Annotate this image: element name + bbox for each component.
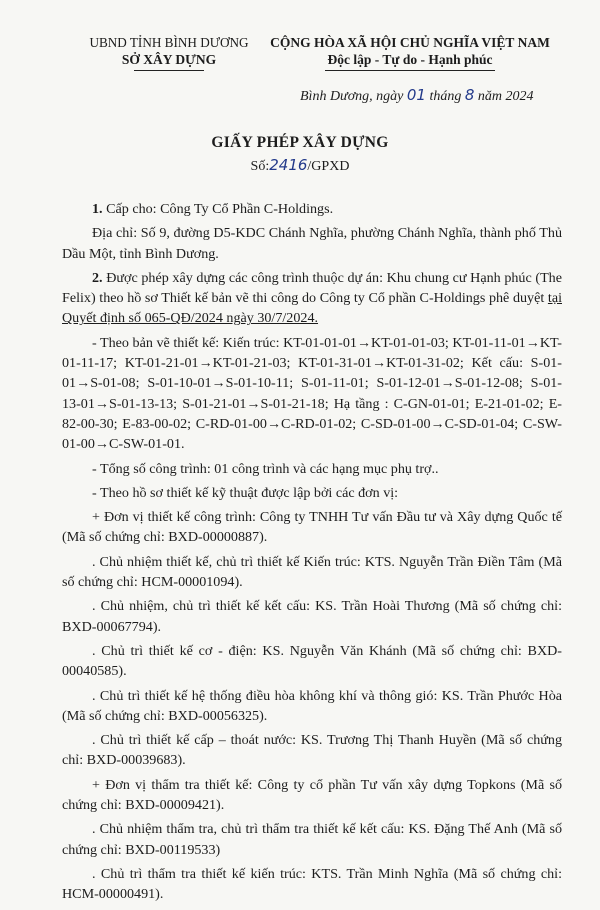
document-body — [62, 199, 562, 909]
paragraph-address: Địa chỉ: Số 9, đường D5-KDC Chánh Nghĩa, phường Chánh Nghĩa, thành phố Thủ Dầu Một, tỉnh Bình Dương. — [62, 225, 562, 262]
nation-name: CỘNG HÒA XÃ HỘI CHỦ NGHĨA VIỆT NAM — [270, 35, 550, 50]
date-year: năm 2024 — [477, 89, 534, 104]
document-title: GIẤY PHÉP XÂY DỰNG — [211, 134, 389, 151]
national-motto: Độc lập - Tự do - Hạnh phúc — [327, 52, 493, 67]
date-month-word: tháng — [429, 89, 462, 104]
paragraph-review-architecture: . Chủ trì thẩm tra thiết kế kiến trúc: KTS. Trần Minh Nghĩa (Mã số chứng chỉ: HCM-00000491). — [62, 865, 562, 903]
paragraph-review-structural: . Chủ nhiệm thẩm tra, chủ trì thẩm tra thiết kế kết cấu: KS. Đặng Thế Anh (Mã số chứng chỉ: BXD-00119533) — [62, 821, 562, 858]
motto-underline — [325, 70, 495, 71]
issue-date — [300, 86, 600, 105]
paragraph-architect: . Chủ nhiệm thiết kế, chủ trì thiết kế Kiến trúc: KTS. Nguyễn Trần Điền Tâm (Mã số chứng chỉ: HCM-00001094). — [62, 553, 562, 591]
date-month-handwritten: 8 — [464, 86, 475, 104]
grantee-text: Cấp cho: Công Ty Cổ Phần C-Holdings. — [106, 201, 334, 217]
permission-text: Được phép xây dựng các công trình thuộc dự án: Khu chung cư Hạnh phúc (The Felix) theo hồ sơ Thiết kế bản vẽ thi công do Công ty Cổ phần C-Holdings phê duyệt — [62, 269, 562, 307]
paragraph-drawings: - Theo bản vẽ thiết kế: Kiến trúc: KT-01-01-01→KT-01-01-03; KT-01-11-01→KT-01-11-17; KT-01-21-01→KT-01-21-03; KT-01-31-01→KT-01-31-02; Kết cấu: S-01-01→S-01-08; S-01-10-01→S-01-10-11; S-01-11-01; S-01-12-01→S-01-12-08; S-01-13-01→S-01-13-13; S-01-21-01→S-01-21-18; Hạ tầng : C-GN-01-01; E-21-01-02; E-82-00-30; E-83-00-02; C-RD-01-00→C-RD-01-02; C-SD-01-00→C-SD-01-04; C-SW-01-00→C-SW-01-01. — [62, 334, 562, 453]
decision-reference: tại Quyết định số 065-QĐ/2024 ngày 30/7/2024. — [62, 290, 562, 327]
paragraph-design-units: - Theo hồ sơ thiết kế kỹ thuật được lập bởi các đơn vị: — [92, 484, 399, 501]
paragraph-grantee — [62, 199, 562, 219]
document-number — [0, 156, 600, 175]
paragraph-mep: . Chủ trì thiết kế cơ - điện: KS. Nguyễn Văn Khánh (Mã số chứng chỉ: BXD-00040585). — [62, 642, 562, 680]
date-day-handwritten: 01 — [406, 86, 426, 104]
paragraph-total-works: - Tổng số công trình: 01 công trình và các hạng mục phụ trợ.. — [92, 460, 439, 477]
doc-number-prefix: Số: — [250, 159, 270, 174]
paragraph-structural: . Chủ nhiệm, chủ trì thiết kế kết cấu: KS. Trần Hoài Thương (Mã số chứng chỉ: BXD-00067794). — [62, 598, 562, 635]
section-number-2: 2. — [92, 269, 103, 286]
doc-number-suffix: /GPXD — [307, 159, 350, 174]
paragraph-plumbing: . Chủ trì thiết kế cấp – thoát nước: KS. Trương Thị Thanh Huyền (Mã số chứng chỉ: BXD-00039683). — [62, 732, 562, 769]
paragraph-review-company: + Đơn vị thẩm tra thiết kế: Công ty cổ phần Tư vấn xây dựng Topkons (Mã số chứng chỉ: BXD-00009421). — [62, 776, 562, 814]
authority-underline — [134, 70, 204, 71]
province-committee: UBND TỈNH BÌNH DƯƠNG — [89, 35, 249, 50]
paragraph-hvac: . Chủ trì thiết kế hệ thống điều hòa không khí và thông gió: KS. Trần Phước Hòa (Mã số chứng chỉ: BXD-00056325). — [62, 687, 562, 724]
paragraph-design-company: + Đơn vị thiết kế công trình: Công ty TNHH Tư vấn Đầu tư và Xây dựng Quốc tế (Mã số chứng chỉ: BXD-00000887). — [62, 509, 562, 546]
section-number-1: 1. — [92, 201, 103, 217]
paragraph-permission — [62, 268, 562, 329]
department-name: SỞ XÂY DỰNG — [121, 52, 217, 67]
national-header — [250, 34, 570, 71]
issuing-authority — [74, 34, 264, 71]
doc-number-handwritten: 2416 — [269, 156, 308, 174]
date-place-prefix: Bình Dương, ngày — [300, 89, 404, 104]
